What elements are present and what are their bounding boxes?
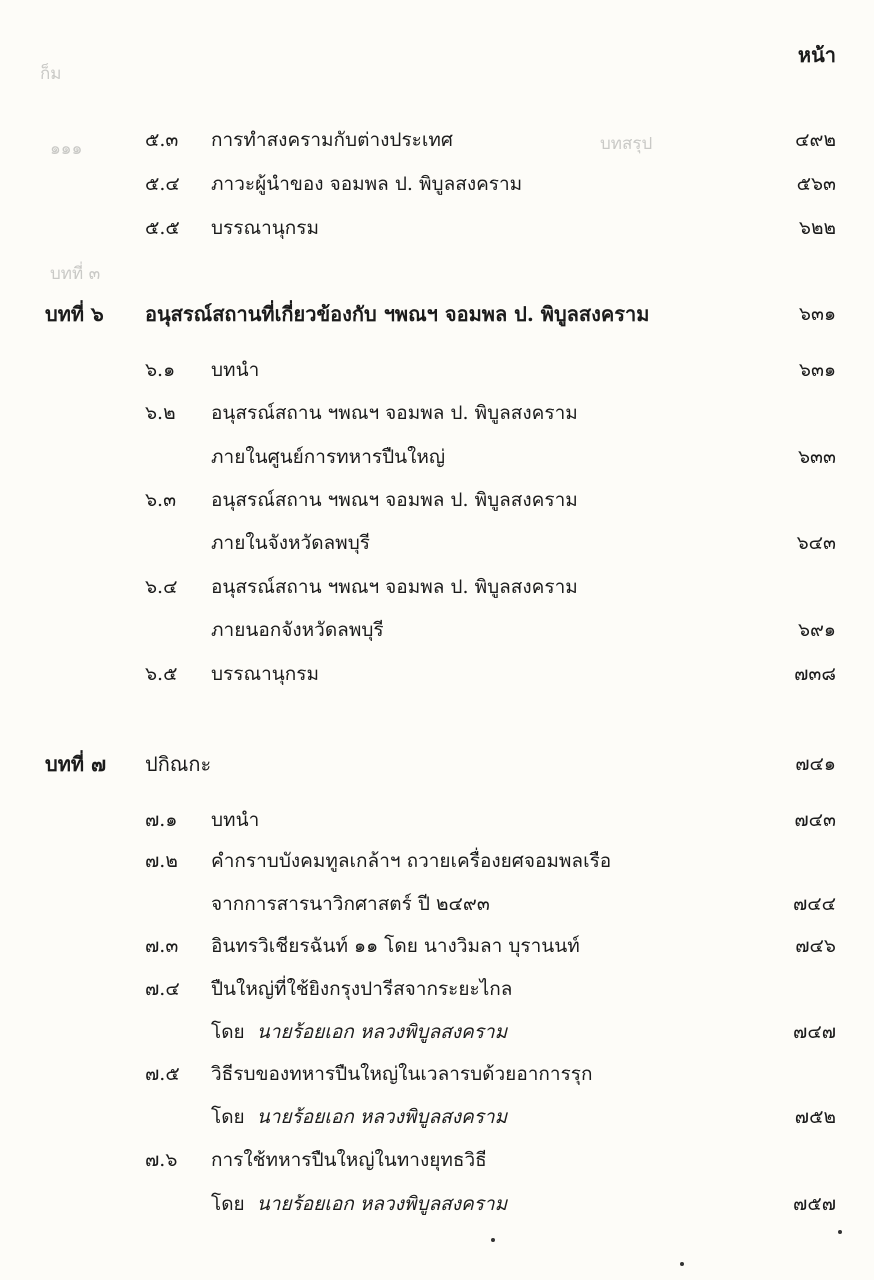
bleedthrough-text: บทที่ ๓ — [50, 264, 101, 284]
toc-entry[interactable] — [0, 659, 874, 689]
entry-byline — [211, 1017, 507, 1047]
entry-title: อนุสรณ์สถาน ฯพณฯ จอมพล ป. พิบูลสงคราม — [211, 402, 578, 424]
entry-title: อนุสรณ์สถาน ฯพณฯ จอมพล ป. พิบูลสงคราม — [211, 576, 578, 598]
entry-number: ๖.๒ — [145, 402, 176, 424]
byline-prefix: โดย — [211, 1193, 245, 1215]
toc-entry[interactable] — [0, 572, 874, 602]
entry-number: ๗.๕ — [145, 1063, 180, 1085]
entry-title: ภายในจังหวัดลพบุรี — [211, 532, 370, 554]
entry-title: ภายนอกจังหวัดลพบุรี — [211, 619, 384, 641]
entry-number: ๖.๓ — [145, 489, 177, 511]
entry-title: ภายในศูนย์การทหารปืนใหญ่ — [211, 446, 446, 468]
entry-page: ๕๖๓ — [796, 173, 836, 195]
toc-entry[interactable] — [0, 1017, 874, 1047]
ink-speck — [680, 1262, 684, 1266]
toc-entry[interactable] — [0, 846, 874, 876]
byline-author: นายร้อยเอก หลวงพิบูลสงคราม — [256, 1106, 508, 1128]
toc-entry[interactable] — [0, 805, 874, 835]
entry-title: อนุสรณ์สถาน ฯพณฯ จอมพล ป. พิบูลสงคราม — [211, 489, 578, 511]
entry-number: ๗.๓ — [145, 935, 179, 957]
entry-title: อินทรวิเชียรฉันท์ ๑๑ โดย นางวิมลา บุรานนท์ — [211, 935, 580, 957]
toc-entry[interactable] — [0, 889, 874, 919]
entry-title: ปืนใหญ่ที่ใช้ยิงกรุงปารีสจากระยะไกล — [211, 978, 513, 1000]
toc-entry[interactable] — [0, 1059, 874, 1089]
entry-title: การทำสงครามกับต่างประเทศ — [211, 129, 453, 151]
entry-byline — [211, 1189, 507, 1219]
entry-page: ๗๕๗ — [793, 1193, 836, 1215]
entry-page: ๖๓๑ — [798, 303, 836, 325]
entry-number: ๕.๔ — [145, 173, 180, 195]
entry-number: ๕.๓ — [145, 129, 179, 151]
entry-title: การใช้ทหารปืนใหญ่ในทางยุทธวิธี — [211, 1149, 487, 1171]
entry-title: บรรณานุกรม — [211, 663, 319, 685]
toc-entry[interactable] — [0, 974, 874, 1004]
entry-page: ๖๒๒ — [798, 217, 836, 239]
entry-title: จากการสารนาวิกศาสตร์ ปี ๒๔๙๓ — [211, 893, 490, 915]
entry-page: ๖๓๑ — [798, 359, 836, 381]
entry-number: ๖.๑ — [145, 359, 176, 381]
entry-number: ๕.๕ — [145, 217, 180, 239]
entry-title: บทนำ — [211, 359, 260, 381]
entry-title: คำกราบบังคมทูลเกล้าฯ ถวายเครื่องยศจอมพลเรือ — [211, 850, 612, 872]
toc-entry[interactable] — [0, 442, 874, 472]
entry-title: บรรณานุกรม — [211, 217, 319, 239]
toc-entry[interactable] — [0, 169, 874, 199]
toc-entry[interactable] — [0, 213, 874, 243]
entry-number: ๗.๔ — [145, 978, 180, 1000]
toc-entry[interactable] — [0, 398, 874, 428]
bleedthrough-text: บทสรุป — [600, 134, 653, 154]
entry-page: ๔๙๒ — [795, 129, 836, 151]
byline-author: นายร้อยเอก หลวงพิบูลสงคราม — [256, 1021, 508, 1043]
bleedthrough-text: ๑๑๑ — [50, 139, 83, 159]
entry-page: ๖๔๓ — [796, 532, 836, 554]
toc-entry[interactable] — [0, 485, 874, 515]
bleedthrough-text: ก็ม — [40, 64, 62, 84]
entry-page: ๖๙๑ — [797, 619, 836, 641]
entry-page: ๗๔๑ — [795, 753, 836, 775]
ink-speck — [838, 1230, 842, 1234]
toc-entry[interactable] — [0, 1102, 874, 1132]
toc-entry[interactable] — [0, 931, 874, 961]
byline-prefix: โดย — [211, 1106, 245, 1128]
page-column-header: หน้า — [797, 43, 836, 67]
entry-number: ๖.๔ — [145, 576, 178, 598]
byline-author: นายร้อยเอก หลวงพิบูลสงคราม — [256, 1193, 508, 1215]
toc-entry[interactable] — [0, 1145, 874, 1175]
toc-entry[interactable] — [0, 355, 874, 385]
toc-chapter-entry[interactable] — [0, 749, 874, 779]
byline-prefix: โดย — [211, 1021, 245, 1043]
entry-number: ๖.๕ — [145, 663, 178, 685]
toc-entry[interactable] — [0, 528, 874, 558]
chapter-title: อนุสรณ์สถานที่เกี่ยวข้องกับ ฯพณฯ จอมพล ป. พิบูลสงคราม — [145, 302, 650, 326]
toc-entry[interactable] — [0, 1189, 874, 1219]
chapter-title: ปกิณกะ — [145, 752, 212, 776]
entry-number: ๗.๖ — [145, 1149, 178, 1171]
toc-chapter-entry[interactable] — [0, 299, 874, 329]
entry-title: ภาวะผู้นำของ จอมพล ป. พิบูลสงคราม — [211, 173, 523, 195]
toc-entry[interactable] — [0, 615, 874, 645]
entry-page: ๗๓๘ — [794, 663, 836, 685]
entry-title: วิธีรบของทหารปืนใหญ่ในเวลารบด้วยอาการรุก — [211, 1063, 593, 1085]
ink-speck — [491, 1238, 495, 1242]
chapter-number: บทที่ ๗ — [45, 752, 107, 776]
entry-byline — [211, 1102, 507, 1132]
entry-page: ๗๔๖ — [795, 935, 836, 957]
toc-entry[interactable] — [0, 125, 874, 155]
entry-page: ๗๔๔ — [792, 893, 836, 915]
entry-page: ๗๔๓ — [794, 809, 836, 831]
entry-number: ๗.๒ — [145, 850, 178, 872]
entry-page: ๗๔๗ — [793, 1021, 836, 1043]
entry-page: ๖๓๓ — [797, 446, 836, 468]
chapter-number: บทที่ ๖ — [45, 302, 104, 326]
entry-page: ๗๕๒ — [794, 1106, 836, 1128]
entry-number: ๗.๑ — [145, 809, 178, 831]
entry-title: บทนำ — [211, 809, 260, 831]
